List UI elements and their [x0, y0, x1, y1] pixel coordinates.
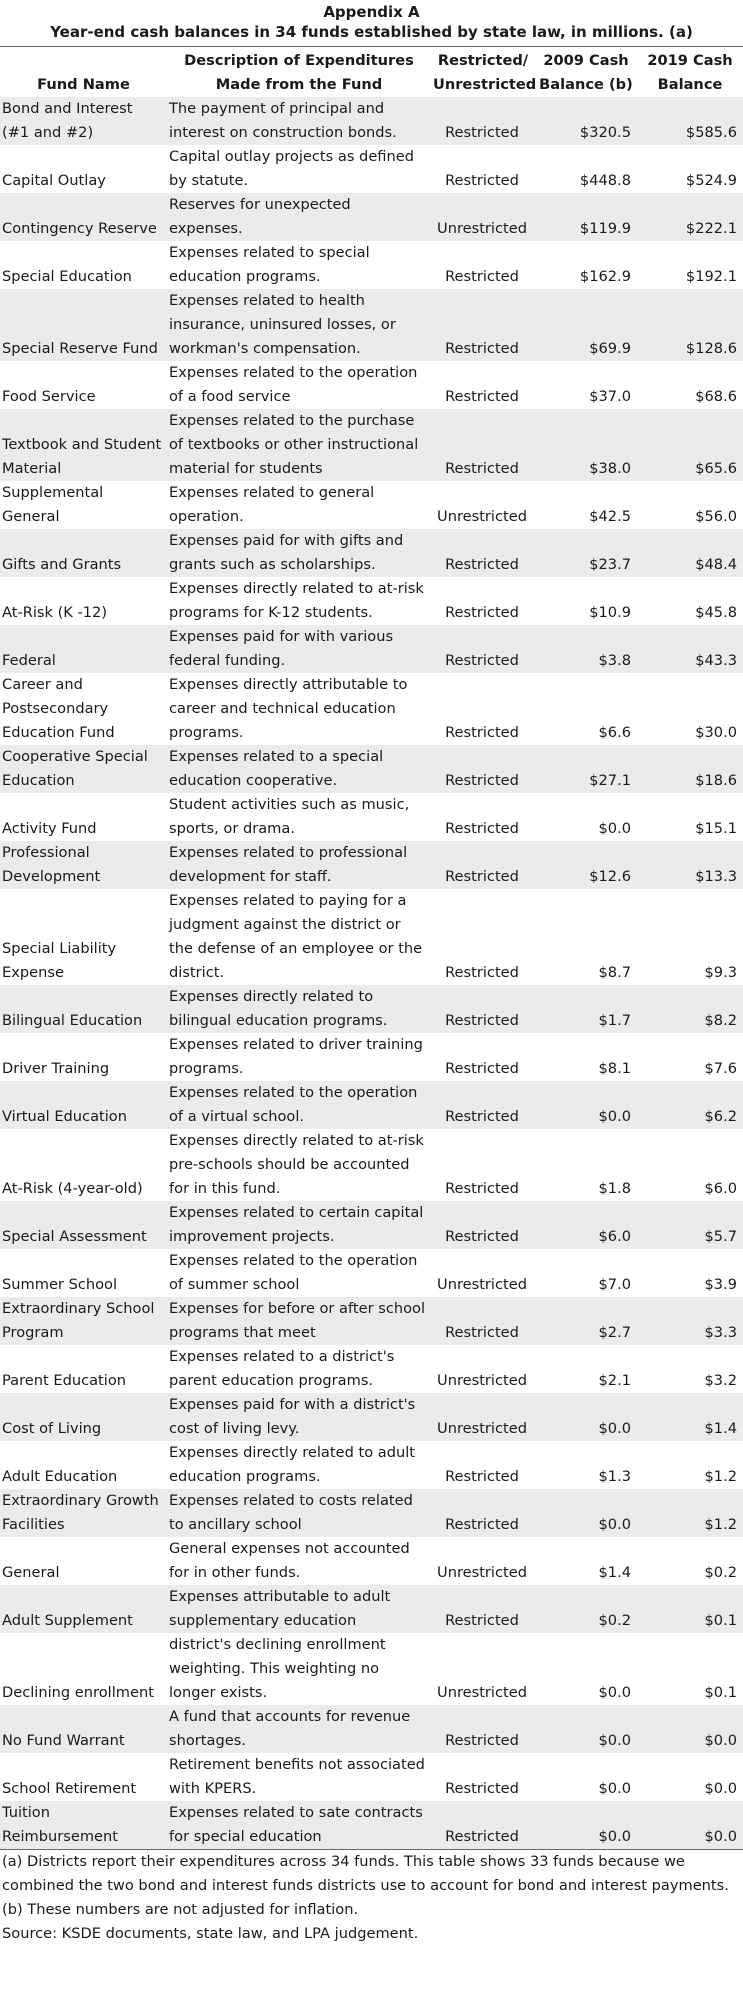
table-row — [0, 1705, 743, 1753]
restricted-cell: Restricted — [431, 1441, 535, 1489]
fund-name-cell: Virtual Education — [0, 1081, 167, 1129]
table-row — [0, 673, 743, 745]
table-row — [0, 241, 743, 289]
restricted-cell: Restricted — [431, 577, 535, 625]
fund-name-cell: Textbook and Student Material — [0, 409, 167, 481]
description-cell: Expenses directly attributable to career and technical education programs. — [167, 673, 431, 745]
balance-2009-cell: $12.6 — [535, 841, 637, 889]
fund-name-cell: Bond and Interest (#1 and #2) — [0, 97, 167, 145]
restricted-cell: Restricted — [431, 1585, 535, 1633]
description-cell: Expenses attributable to adult supplementary education — [167, 1585, 431, 1633]
restricted-cell: Restricted — [431, 793, 535, 841]
balance-2019-cell: $222.1 — [637, 193, 743, 241]
fund-name-cell: Driver Training — [0, 1033, 167, 1081]
balance-2009-cell: $8.1 — [535, 1033, 637, 1081]
description-cell: Expenses paid for with various federal funding. — [167, 625, 431, 673]
restricted-cell: Restricted — [431, 529, 535, 577]
restricted-cell: Restricted — [431, 97, 535, 145]
table-row — [0, 1033, 743, 1081]
description-cell: A fund that accounts for revenue shortages. — [167, 1705, 431, 1753]
balance-2019-cell: $9.3 — [637, 889, 743, 985]
fund-name-cell: Parent Education — [0, 1345, 167, 1393]
table-row — [0, 1129, 743, 1201]
fund-name-cell: Gifts and Grants — [0, 529, 167, 577]
fund-name-cell: Bilingual Education — [0, 985, 167, 1033]
balance-2019-cell: $48.4 — [637, 529, 743, 577]
restricted-cell: Unrestricted — [431, 481, 535, 529]
balance-2019-cell: $45.8 — [637, 577, 743, 625]
description-cell: Expenses related to driver training programs. — [167, 1033, 431, 1081]
restricted-cell: Restricted — [431, 241, 535, 289]
table-row — [0, 289, 743, 361]
description-cell: Expenses related to sate contracts for special education — [167, 1801, 431, 1849]
fund-name-cell: Extraordinary Growth Facilities — [0, 1489, 167, 1537]
balance-2009-cell: $42.5 — [535, 481, 637, 529]
balance-2019-cell: $1.2 — [637, 1441, 743, 1489]
table-row — [0, 1801, 743, 1849]
balance-2019-cell: $3.3 — [637, 1297, 743, 1345]
table-row — [0, 1633, 743, 1705]
balance-2019-cell: $15.1 — [637, 793, 743, 841]
balance-2019-cell: $524.9 — [637, 145, 743, 193]
restricted-cell: Restricted — [431, 1753, 535, 1801]
table-row — [0, 577, 743, 625]
table-row — [0, 361, 743, 409]
balance-2019-cell: $0.0 — [637, 1753, 743, 1801]
balance-2019-cell: $128.6 — [637, 289, 743, 361]
balance-2009-cell: $23.7 — [535, 529, 637, 577]
fund-name-cell: No Fund Warrant — [0, 1705, 167, 1753]
column-header-2019-balance: 2019 Cash Balance — [647, 52, 733, 93]
restricted-cell: Restricted — [431, 1201, 535, 1249]
restricted-cell: Restricted — [431, 1033, 535, 1081]
fund-name-cell: Declining enrollment — [0, 1633, 167, 1705]
restricted-cell: Restricted — [431, 889, 535, 985]
description-cell: The payment of principal and interest on construction bonds. — [167, 97, 431, 145]
fund-balance-table — [0, 46, 743, 1849]
balance-2019-cell: $0.0 — [637, 1705, 743, 1753]
balance-2019-cell: $6.0 — [637, 1129, 743, 1201]
balance-2009-cell: $1.4 — [535, 1537, 637, 1585]
balance-2019-cell: $13.3 — [637, 841, 743, 889]
description-cell: Expenses related to the operation of a food service — [167, 361, 431, 409]
source-note: Source: KSDE documents, state law, and LPA judgement. — [2, 1925, 419, 1942]
balance-2009-cell: $0.0 — [535, 1633, 637, 1705]
description-cell: Expenses related to costs related to ancillary school — [167, 1489, 431, 1537]
column-header-fund-name: Fund Name — [37, 76, 130, 93]
balance-2009-cell: $2.1 — [535, 1345, 637, 1393]
table-body — [0, 97, 743, 1849]
fund-name-cell: Adult Education — [0, 1441, 167, 1489]
table-row — [0, 745, 743, 793]
balance-2019-cell: $68.6 — [637, 361, 743, 409]
balance-2009-cell: $7.0 — [535, 1249, 637, 1297]
fund-name-cell: At-Risk (4-year-old) — [0, 1129, 167, 1201]
balance-2019-cell: $0.1 — [637, 1633, 743, 1705]
fund-name-cell: General — [0, 1537, 167, 1585]
fund-name-cell: Federal — [0, 625, 167, 673]
table-row — [0, 1585, 743, 1633]
fund-name-cell: Capital Outlay — [0, 145, 167, 193]
restricted-cell: Unrestricted — [431, 1249, 535, 1297]
table-row — [0, 889, 743, 985]
column-header-description: Description of Expenditures Made from the Fund — [184, 52, 414, 93]
restricted-cell: Restricted — [431, 145, 535, 193]
balance-2009-cell: $0.2 — [535, 1585, 637, 1633]
table-row — [0, 1441, 743, 1489]
balance-2009-cell: $27.1 — [535, 745, 637, 793]
description-cell: General expenses not accounted for in other funds. — [167, 1537, 431, 1585]
balance-2019-cell: $585.6 — [637, 97, 743, 145]
balance-2009-cell: $320.5 — [535, 97, 637, 145]
balance-2009-cell: $0.0 — [535, 1801, 637, 1849]
restricted-cell: Restricted — [431, 1705, 535, 1753]
column-header-restricted: Restricted/ Unrestricted — [433, 52, 537, 93]
restricted-cell: Restricted — [431, 289, 535, 361]
balance-2009-cell: $6.0 — [535, 1201, 637, 1249]
balance-2009-cell: $1.7 — [535, 985, 637, 1033]
balance-2009-cell: $0.0 — [535, 1081, 637, 1129]
footnote-b: (b) These numbers are not adjusted for inflation. — [2, 1901, 359, 1918]
fund-name-cell: Supplemental General — [0, 481, 167, 529]
restricted-cell: Restricted — [431, 1297, 535, 1345]
balance-2009-cell: $10.9 — [535, 577, 637, 625]
table-row — [0, 1345, 743, 1393]
table-row — [0, 1297, 743, 1345]
table-row — [0, 97, 743, 145]
description-cell: Retirement benefits not associated with KPERS. — [167, 1753, 431, 1801]
table-row — [0, 193, 743, 241]
restricted-cell: Unrestricted — [431, 1345, 535, 1393]
restricted-cell: Restricted — [431, 625, 535, 673]
balance-2009-cell: $1.3 — [535, 1441, 637, 1489]
description-cell: Expenses related to a special education cooperative. — [167, 745, 431, 793]
balance-2009-cell: $3.8 — [535, 625, 637, 673]
table-row — [0, 625, 743, 673]
description-cell: Expenses directly related to bilingual education programs. — [167, 985, 431, 1033]
balance-2009-cell: $0.0 — [535, 793, 637, 841]
table-row — [0, 481, 743, 529]
footnote-a: (a) Districts report their expenditures across 34 funds. This table shows 33 funds because we combined the two bond and interest funds districts use to account for bond and interest payments. — [2, 1853, 729, 1894]
table-header-row — [0, 47, 743, 98]
balance-2009-cell: $69.9 — [535, 289, 637, 361]
page-subtitle: Year-end cash balances in 34 funds established by state law, in millions. (a) — [50, 23, 693, 41]
balance-2009-cell: $0.0 — [535, 1489, 637, 1537]
description-cell: Expenses related to health insurance, uninsured losses, or workman's compensation. — [167, 289, 431, 361]
table-row — [0, 793, 743, 841]
restricted-cell: Restricted — [431, 1489, 535, 1537]
description-cell: Expenses related to paying for a judgment against the district or the defense of an employee or the district. — [167, 889, 431, 985]
balance-2019-cell: $18.6 — [637, 745, 743, 793]
restricted-cell: Unrestricted — [431, 193, 535, 241]
description-cell: Expenses directly related to at-risk pre-schools should be accounted for in this fund. — [167, 1129, 431, 1201]
column-header-2009-balance: 2009 Cash Balance (b) — [539, 52, 633, 93]
balance-2009-cell: $0.0 — [535, 1753, 637, 1801]
description-cell: Expenses related to general operation. — [167, 481, 431, 529]
fund-name-cell: Professional Development — [0, 841, 167, 889]
balance-2009-cell: $8.7 — [535, 889, 637, 985]
balance-2019-cell: $65.6 — [637, 409, 743, 481]
table-row — [0, 145, 743, 193]
fund-name-cell: Special Education — [0, 241, 167, 289]
restricted-cell: Unrestricted — [431, 1633, 535, 1705]
description-cell: Expenses related to a district's parent education programs. — [167, 1345, 431, 1393]
description-cell: Expenses related to special education programs. — [167, 241, 431, 289]
page-title: Appendix A — [323, 3, 420, 21]
balance-2019-cell: $0.2 — [637, 1537, 743, 1585]
balance-2009-cell: $38.0 — [535, 409, 637, 481]
restricted-cell: Restricted — [431, 1081, 535, 1129]
balance-2009-cell: $37.0 — [535, 361, 637, 409]
description-cell: Expenses related to the operation of a virtual school. — [167, 1081, 431, 1129]
balance-2009-cell: $1.8 — [535, 1129, 637, 1201]
description-cell: Student activities such as music, sports, or drama. — [167, 793, 431, 841]
table-row — [0, 1537, 743, 1585]
description-cell: Expenses directly related to adult education programs. — [167, 1441, 431, 1489]
table-row — [0, 985, 743, 1033]
balance-2019-cell: $3.9 — [637, 1249, 743, 1297]
fund-name-cell: Activity Fund — [0, 793, 167, 841]
fund-name-cell: Special Assessment — [0, 1201, 167, 1249]
fund-name-cell: Adult Supplement — [0, 1585, 167, 1633]
balance-2019-cell: $1.2 — [637, 1489, 743, 1537]
restricted-cell: Restricted — [431, 745, 535, 793]
description-cell: Expenses paid for with gifts and grants such as scholarships. — [167, 529, 431, 577]
table-row — [0, 529, 743, 577]
table-row — [0, 1201, 743, 1249]
balance-2019-cell: $30.0 — [637, 673, 743, 745]
balance-2009-cell: $119.9 — [535, 193, 637, 241]
description-cell: district's declining enrollment weighting. This weighting no longer exists. — [167, 1633, 431, 1705]
restricted-cell: Restricted — [431, 673, 535, 745]
fund-name-cell: Cost of Living — [0, 1393, 167, 1441]
fund-name-cell: Tuition Reimbursement — [0, 1801, 167, 1849]
table-row — [0, 1249, 743, 1297]
restricted-cell: Restricted — [431, 361, 535, 409]
description-cell: Expenses related to the purchase of textbooks or other instructional material for students — [167, 409, 431, 481]
description-cell: Reserves for unexpected expenses. — [167, 193, 431, 241]
restricted-cell: Unrestricted — [431, 1393, 535, 1441]
balance-2019-cell: $6.2 — [637, 1081, 743, 1129]
balance-2019-cell: $8.2 — [637, 985, 743, 1033]
table-row — [0, 1081, 743, 1129]
table-row — [0, 1489, 743, 1537]
balance-2009-cell: $162.9 — [535, 241, 637, 289]
description-cell: Expenses directly related to at-risk programs for K-12 students. — [167, 577, 431, 625]
fund-name-cell: Summer School — [0, 1249, 167, 1297]
restricted-cell: Restricted — [431, 1801, 535, 1849]
restricted-cell: Restricted — [431, 409, 535, 481]
restricted-cell: Restricted — [431, 841, 535, 889]
restricted-cell: Unrestricted — [431, 1537, 535, 1585]
balance-2019-cell: $192.1 — [637, 241, 743, 289]
balance-2019-cell: $56.0 — [637, 481, 743, 529]
description-cell: Expenses for before or after school programs that meet — [167, 1297, 431, 1345]
description-cell: Expenses related to professional development for staff. — [167, 841, 431, 889]
fund-name-cell: Cooperative Special Education — [0, 745, 167, 793]
balance-2019-cell: $0.1 — [637, 1585, 743, 1633]
restricted-cell: Restricted — [431, 985, 535, 1033]
balance-2019-cell: $43.3 — [637, 625, 743, 673]
balance-2009-cell: $448.8 — [535, 145, 637, 193]
balance-2019-cell: $3.2 — [637, 1345, 743, 1393]
restricted-cell: Restricted — [431, 1129, 535, 1201]
balance-2009-cell: $0.0 — [535, 1705, 637, 1753]
fund-name-cell: Extraordinary School Program — [0, 1297, 167, 1345]
fund-name-cell: At-Risk (K -12) — [0, 577, 167, 625]
balance-2009-cell: $0.0 — [535, 1393, 637, 1441]
balance-2009-cell: $2.7 — [535, 1297, 637, 1345]
description-cell: Capital outlay projects as defined by statute. — [167, 145, 431, 193]
table-notes — [0, 1849, 743, 1946]
fund-name-cell: Special Liability Expense — [0, 889, 167, 985]
table-row — [0, 1753, 743, 1801]
description-cell: Expenses paid for with a district's cost of living levy. — [167, 1393, 431, 1441]
fund-name-cell: Contingency Reserve — [0, 193, 167, 241]
balance-2019-cell: $7.6 — [637, 1033, 743, 1081]
description-cell: Expenses related to the operation of summer school — [167, 1249, 431, 1297]
fund-name-cell: Career and Postsecondary Education Fund — [0, 673, 167, 745]
balance-2009-cell: $6.6 — [535, 673, 637, 745]
description-cell: Expenses related to certain capital improvement projects. — [167, 1201, 431, 1249]
fund-name-cell: School Retirement — [0, 1753, 167, 1801]
table-row — [0, 409, 743, 481]
balance-2019-cell: $1.4 — [637, 1393, 743, 1441]
fund-name-cell: Food Service — [0, 361, 167, 409]
table-row — [0, 841, 743, 889]
fund-name-cell: Special Reserve Fund — [0, 289, 167, 361]
table-row — [0, 1393, 743, 1441]
balance-2019-cell: $0.0 — [637, 1801, 743, 1849]
balance-2019-cell: $5.7 — [637, 1201, 743, 1249]
